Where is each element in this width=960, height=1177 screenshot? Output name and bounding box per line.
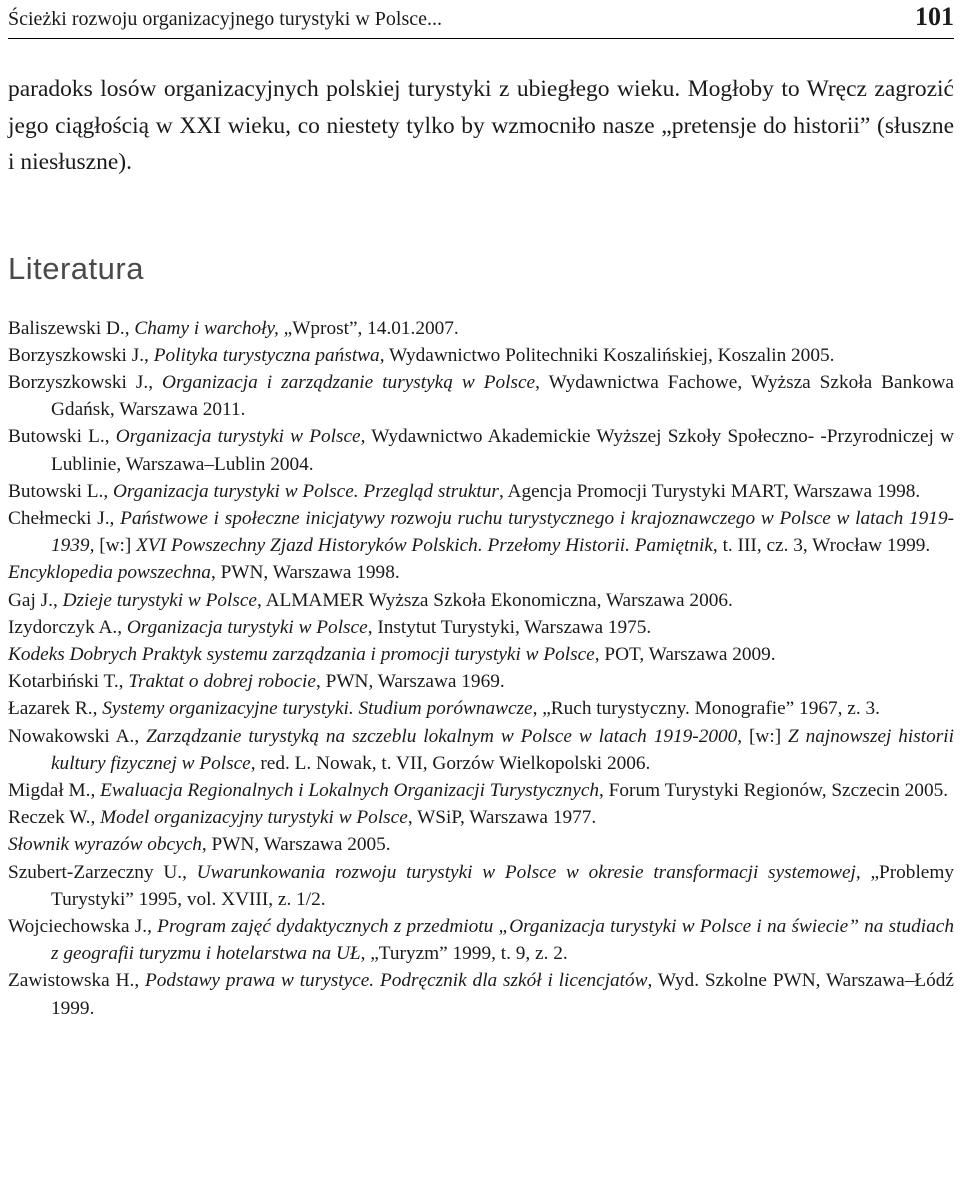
reference-item xyxy=(8,478,954,505)
reference-title: Organizacja turystyki w Polsce. Przegląd struktur xyxy=(112,480,499,502)
reference-title: XVI Powszechny Zjazd Historyków Polskich. Przełomy Historii. Pamiętnik xyxy=(136,535,713,557)
reference-item xyxy=(8,423,954,477)
reference-text: Chełmecki J., xyxy=(8,507,121,529)
reference-item xyxy=(8,315,954,342)
reference-text: , PWN, Warszawa 2005. xyxy=(201,834,391,856)
reference-text: Zawistowska H., xyxy=(8,970,146,992)
reference-title: Podstawy prawa w turystyce. Podręcznik dla szkół i licencjatów xyxy=(145,970,648,992)
reference-item xyxy=(8,641,954,668)
reference-item xyxy=(8,369,954,423)
reference-title: Organizacja i zarządzanie turystyką w Polsce xyxy=(162,371,536,393)
reference-text: , PWN, Warszawa 1969. xyxy=(315,671,505,693)
reference-text: Nowakowski A., xyxy=(8,725,147,747)
reference-title: Uwarunkowania rozwoju turystyki w Polsce w okresie transformacji systemowej xyxy=(196,861,856,883)
reference-item xyxy=(8,614,954,641)
reference-title: Program zajęć dydaktycznych z przedmiotu „Organizacja turystyki w Polsce i na świecie” na studiach z geografii turyzmu i hotelarstwa na UŁ xyxy=(51,915,955,965)
reference-item xyxy=(8,505,954,559)
reference-title: Z najnowszej historii kultury fizycznej w Polsce xyxy=(51,725,954,774)
reference-item xyxy=(8,831,954,858)
reference-item xyxy=(8,804,954,831)
reference-item xyxy=(8,668,954,695)
reference-text: , Wydawnictwa Fachowe, Wyższa Szkoła Bankowa Gdańsk, Warszawa 2011. xyxy=(51,371,954,421)
reference-text: Butowski L., xyxy=(8,480,113,502)
reference-title: Ewaluacja Regionalnych i Lokalnych Organizacji Turystycznych xyxy=(100,779,600,801)
reference-text: , Wydawnictwo Politechniki Koszalińskiej, Koszalin 2005. xyxy=(379,344,835,366)
reference-text: Gaj J., xyxy=(8,589,63,611)
page-number: 101 xyxy=(915,2,954,31)
reference-item xyxy=(8,723,954,777)
reference-text: , Instytut Turystyki, Warszawa 1975. xyxy=(367,616,652,638)
reference-text: Izydorczyk A., xyxy=(8,616,127,638)
reference-title: Organizacja turystyki w Polsce xyxy=(126,616,368,638)
reference-title: Traktat o dobrej robocie xyxy=(128,671,316,693)
reference-text: Wojciechowska J., xyxy=(8,915,158,937)
reference-title: Polityka turystyczna państwa xyxy=(153,344,380,366)
page-header xyxy=(8,0,954,39)
reference-text: , red. L. Nowak, t. VII, Gorzów Wielkopolski 2006. xyxy=(250,752,651,774)
reference-text: , „Problemy Turystyki” 1995, vol. XVIII, z. 1/2. xyxy=(51,861,954,910)
reference-text: [w:] xyxy=(94,535,137,557)
reference-item xyxy=(8,967,954,1021)
reference-text: , „Turyzm” 1999, t. 9, z. 2. xyxy=(360,943,568,965)
reference-text: , ALMAMER Wyższa Szkoła Ekonomiczna, Warszawa 2006. xyxy=(257,589,733,611)
reference-title: Model organizacyjny turystyki w Polsce xyxy=(100,807,408,829)
document-page xyxy=(8,0,954,1022)
reference-text: , [w:] xyxy=(737,725,789,747)
reference-item xyxy=(8,913,954,967)
intro-paragraph: paradoks losów organizacyjnych polskiej turystyki z ubiegłego wieku. Mogłoby to Wręcz zagrozić jego ciągłością w XXI wieku, co niestety tylko by wzmocniło nasze „pretensje do historii” (słuszne i niesłuszne). xyxy=(8,76,954,175)
reference-text: Butowski L., xyxy=(8,426,116,448)
running-title: Ścieżki rozwoju organizacyjnego turystyki w Polsce... xyxy=(8,8,442,30)
reference-text: , POT, Warszawa 2009. xyxy=(594,643,776,665)
reference-title: Chamy i warchoły, xyxy=(134,317,284,339)
reference-item xyxy=(8,777,954,804)
reference-title: Encyklopedia powszechna xyxy=(8,562,211,584)
reference-item xyxy=(8,587,954,614)
reference-title: Państwowe i społeczne inicjatywy rozwoju ruchu turystycznego i krajoznawczego w Polsce w latach 1919-1939, xyxy=(51,507,955,557)
reference-text: Szubert-Zarzeczny U., xyxy=(8,861,197,883)
reference-item xyxy=(8,859,954,913)
reference-title: Kodeks Dobrych Praktyk systemu zarządzania i promocji turystyki w Polsce xyxy=(8,643,595,665)
reference-text: Kotarbiński T., xyxy=(8,671,129,693)
reference-title: Zarządzanie turystyką na szczeblu lokalnym w Polsce w latach 1919-2000 xyxy=(146,725,738,747)
reference-text: , WSiP, Warszawa 1977. xyxy=(407,807,597,829)
reference-text: , „Ruch turystyczny. Monografie” 1967, z. 3. xyxy=(532,698,880,720)
reference-text: Borzyszkowski J., xyxy=(8,371,163,393)
reference-list xyxy=(8,315,954,1022)
reference-text: Baliszewski D., xyxy=(8,317,135,339)
reference-item xyxy=(8,559,954,586)
reference-item xyxy=(8,342,954,369)
reference-text: Borzyszkowski J., xyxy=(8,344,154,366)
reference-text: , Wydawnictwo Akademickie Wyższej Szkoły Społeczno- -Przyrodniczej w Lublinie, Warszawa–Lublin 2004. xyxy=(51,426,954,475)
section-heading: Literatura xyxy=(8,250,144,286)
reference-text: , Wyd. Szkolne PWN, Warszawa–Łódź 1999. xyxy=(51,970,954,1019)
reference-text: „Wprost”, 14.01.2007. xyxy=(283,317,459,339)
reference-title: Organizacja turystyki w Polsce xyxy=(115,426,361,448)
reference-text: , Agencja Promocji Turystyki MART, Warszawa 1998. xyxy=(498,480,921,502)
reference-text: Migdał M., xyxy=(8,779,101,801)
reference-text: , PWN, Warszawa 1998. xyxy=(210,562,400,584)
reference-text: , t. III, cz. 3, Wrocław 1999. xyxy=(712,535,931,557)
reference-title: Systemy organizacyjne turystyki. Studium porównawcze xyxy=(102,698,533,720)
reference-item xyxy=(8,695,954,722)
reference-text: , Forum Turystyki Regionów, Szczecin 2005. xyxy=(599,779,949,801)
reference-title: Słownik wyrazów obcych xyxy=(8,834,202,856)
reference-text: Łazarek R., xyxy=(8,698,103,720)
reference-title: Dzieje turystyki w Polsce xyxy=(62,589,257,611)
reference-text: Reczek W., xyxy=(8,807,101,829)
